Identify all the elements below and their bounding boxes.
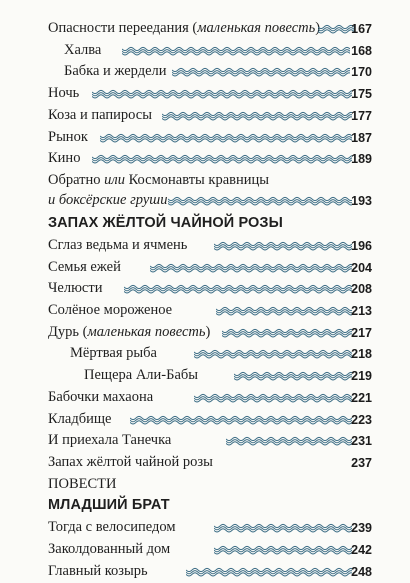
wave-leader [194,343,352,363]
entry-title [48,539,170,559]
page-number: 237 [351,456,372,470]
page-number: 242 [351,543,372,557]
entry-title-part: Дурь ( [48,324,88,340]
toc-entry [0,278,410,298]
section-title: ЗАПАХ ЖЁЛТОЙ ЧАЙНОЙ РОЗЫ [48,215,283,231]
wave-leader [318,18,355,38]
toc-entry [0,300,410,320]
entry-title-part: Кино [48,150,81,166]
entry-title-part: Опасности переедания ( [48,20,198,36]
entry-title [48,148,80,168]
page-number: 219 [351,369,372,383]
page-number: 187 [351,131,372,145]
entry-title-part: Челюсти [48,280,103,296]
entry-title-part: Сглаз ведьма и ячмень [48,237,188,253]
toc-entry [0,18,410,38]
entry-title [48,561,148,581]
wave-leader [92,83,352,103]
page-number: 248 [351,565,372,579]
toc-entry [0,517,410,537]
entry-title [48,409,111,429]
entry-title-part: Заколдованный дом [48,541,171,557]
entry-title-part: Кладбище [48,411,112,427]
entry-title-italic: маленькая повесть [197,20,316,36]
toc-section-heading [0,213,410,233]
wave-leader [226,430,352,450]
entry-title [48,127,88,147]
entry-title [48,430,171,450]
entry-title-part: ) [205,324,211,340]
page-number: 177 [351,109,372,123]
toc-entry [0,539,410,559]
entry-title [48,517,176,537]
entry-title-part: Семья ежей [48,259,121,275]
toc-entry [0,170,410,208]
entry-title [64,40,101,60]
wave-leader [214,517,352,537]
wave-leader [162,105,352,125]
entry-title-part: Халва [64,42,102,58]
entry-title-part: Бабочки махаона [48,389,154,405]
entry-title-italic: или [104,172,125,188]
wave-leader [150,257,352,277]
wave-leader [222,322,352,342]
entry-title-part: Коза и папиросы [48,107,152,123]
wave-leader [92,148,352,168]
entry-title-part: Обратно [48,172,105,188]
page-number: 208 [351,282,372,296]
entry-title [48,170,269,190]
page-number: 189 [351,152,372,166]
section-title: МЛАДШИЙ БРАТ [48,497,170,513]
toc-entry [0,343,410,363]
wave-leader [194,387,352,407]
page-number: 221 [351,391,372,405]
toc-entry [0,257,410,277]
wave-leader [234,365,352,385]
toc-entry [0,127,410,147]
entry-title-part: Тогда с велосипедом [48,519,176,535]
entry-title [48,452,213,472]
wave-leader [214,235,352,255]
toc-entry [0,365,410,385]
page-number: 175 [351,87,372,101]
wave-leader [122,40,350,60]
toc-entry [0,83,410,103]
toc-entry [0,452,410,472]
page-number: 170 [351,65,372,79]
entry-title [48,257,121,277]
wave-leader [130,409,352,429]
part-title: ПОВЕСТИ [48,476,117,492]
entry-title-part: Рынок [48,129,88,145]
entry-title-part: Бабка и жердели [64,63,167,79]
entry-title [48,278,102,298]
entry-title-part: Мёртвая рыба [70,345,157,361]
page-number: 223 [351,413,372,427]
page-number: 193 [351,194,372,208]
page-number: 204 [351,261,372,275]
page-number: 217 [351,326,372,340]
entry-title-part: ) [315,20,321,36]
toc-entry [0,235,410,255]
entry-title-part: Ночь [48,85,80,101]
page-number: 213 [351,304,372,318]
page-number: 196 [351,239,372,253]
entry-title-part: Космонавты кравницы [124,172,269,188]
entry-title [84,365,198,385]
toc-entry [0,430,410,450]
toc-entry [0,148,410,168]
toc-entry [0,387,410,407]
entry-title-italic: маленькая повесть [87,324,206,340]
toc-entry [0,561,410,581]
entry-title-part: И приехала Танечка [48,432,172,448]
wave-leader [100,127,352,147]
wave-leader [124,278,352,298]
entry-title [70,343,157,363]
toc-entry [0,409,410,429]
page-number: 239 [351,521,372,535]
page-number: 168 [351,44,372,58]
toc-section-heading [0,495,410,515]
entry-title [48,105,152,125]
entry-title [48,235,187,255]
entry-title [48,322,210,342]
entry-title [48,18,320,38]
wave-leader [214,539,352,559]
wave-leader [168,190,352,210]
entry-title-part: Главный козырь [48,563,148,579]
toc-entry [0,61,410,81]
page-number: 218 [351,347,372,361]
entry-title-part: Пещера Али-Бабы [84,367,198,383]
entry-title [64,61,167,81]
entry-title-part: Запах жёлтой чайной розы [48,454,213,470]
toc-entry [0,322,410,342]
wave-leader [216,300,352,320]
entry-title [48,83,79,103]
entry-title-part: Солёное мороженое [48,302,173,318]
toc-entry [0,105,410,125]
entry-title-line2: и боксёрские груши [48,192,168,208]
page-number: 231 [351,434,372,448]
entry-title [48,300,172,320]
wave-leader [172,61,350,81]
entry-title [48,387,153,407]
page-number: 167 [351,22,372,36]
toc-part-heading [0,474,410,494]
wave-leader [186,561,352,581]
toc-entry [0,40,410,60]
